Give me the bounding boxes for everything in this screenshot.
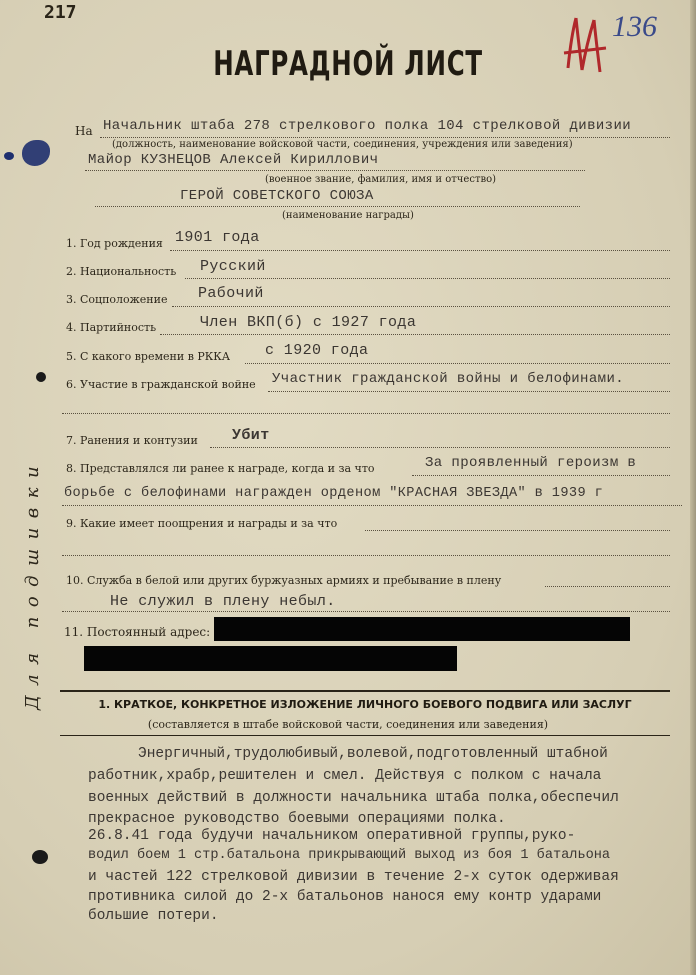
binding-hole-bottom: [32, 850, 48, 864]
position-value: Начальник штаба 278 стрелкового полка 104 стрелковой дивизии: [103, 118, 632, 134]
narrative-line: большие потери.: [88, 908, 219, 924]
birth-year-label: 1. Год рождения: [66, 237, 163, 250]
page-edge: [690, 0, 696, 975]
social-value: Рабочий: [198, 285, 264, 302]
redaction-bar-1: [214, 617, 630, 641]
prev-award-value-1: За проявленный героизм в: [425, 455, 637, 471]
narrative-line: противника силой до 2-х батальонов нанося ему контр ударами: [88, 889, 602, 905]
award-caption: (наименование награды): [282, 210, 414, 221]
prev-award-value-2: борьбе с белофинами награжден орденом "КРАСНАЯ ЗВЕЗДА" в 1939 г: [64, 486, 604, 501]
narrative-line: работник,храбр,решителен и смел. Действуя с полком с начала: [88, 768, 602, 784]
redaction-bar-2: [84, 646, 457, 671]
white-army-label: 10. Служба в белой или других буржуазных армиях и пребывание в плену: [66, 574, 502, 587]
section-rule: [60, 690, 670, 692]
narrative-line: 26.8.41 года будучи начальником оперативной группы,руко-: [88, 828, 576, 844]
name-value: Майор КУЗНЕЦОВ Алексей Кириллович: [88, 152, 379, 168]
section-caption: (составляется в штабе войсковой части, соединения или заведения): [147, 718, 549, 731]
rkka-label: 5. С какого времени в РККА: [66, 350, 231, 363]
section-title: 1. КРАТКОЕ, КОНКРЕТНОЕ ИЗЛОЖЕНИЕ ЛИЧНОГО БОЕВОГО ПОДВИГА ИЛИ ЗАСЛУГ: [98, 698, 632, 711]
narrative-line: Энергичный,трудолюбивый,волевой,подготовленный штабной: [138, 746, 608, 762]
narrative-line: военных действий в должности начальника штаба полка,обеспечил: [88, 790, 619, 806]
prev-award-label: 8. Представлялся ли ранее к награде, когда и за что: [66, 462, 375, 475]
civil-war-label: 6. Участие в гражданской войне: [66, 378, 256, 391]
wounds-label: 7. Ранения и контузии: [66, 434, 198, 447]
rkka-value: с 1920 года: [265, 342, 369, 359]
award-value: ГЕРОЙ СОВЕТСКОГО СОЮЗА: [180, 188, 374, 204]
civil-war-value: Участник гражданской войны и белофинами.: [272, 371, 625, 387]
folio-number: 136: [612, 10, 657, 43]
nationality-value: Русский: [200, 258, 266, 275]
ink-blot-small: [4, 152, 14, 160]
party-label: 4. Партийность: [66, 321, 157, 334]
narrative-line: и частей 122 стрелковой дивизии в течение 2-х суток одерживая: [88, 869, 619, 885]
social-label: 3. Соцположение: [66, 293, 168, 306]
white-army-value: Не служил в плену небыл.: [110, 593, 336, 610]
address-label: 11. Постоянный адрес:: [64, 625, 211, 639]
narrative-line: водил боем 1 стр.батальона прикрывающий выход из боя 1 батальона: [88, 848, 611, 863]
birth-year-value: 1901 года: [175, 229, 260, 246]
narrative-line: прекрасное руководство боевыми операциями полка.: [88, 811, 506, 827]
wounds-value: Убит: [232, 427, 270, 444]
binding-hole-top: [36, 372, 46, 382]
name-caption: (военное звание, фамилия, имя и отчество): [265, 174, 497, 185]
section-rule-bottom: [60, 735, 670, 736]
to-label: На: [75, 124, 93, 138]
binding-margin-label: [18, 355, 52, 715]
document-title: НАГРАДНОЙ ЛИСТ: [213, 44, 483, 84]
binding-margin-text: Для подшивки: [22, 456, 43, 710]
ink-blot: [22, 140, 50, 166]
incentives-label: 9. Какие имеет поощрения и награды и за что: [66, 517, 338, 530]
archive-number: 217: [44, 2, 77, 23]
nationality-label: 2. Национальность: [66, 265, 177, 278]
party-value: Член ВКП(б) с 1927 года: [200, 314, 417, 331]
position-caption: (должность, наименование войсковой части, соединения, учреждения или заведения): [112, 139, 573, 150]
